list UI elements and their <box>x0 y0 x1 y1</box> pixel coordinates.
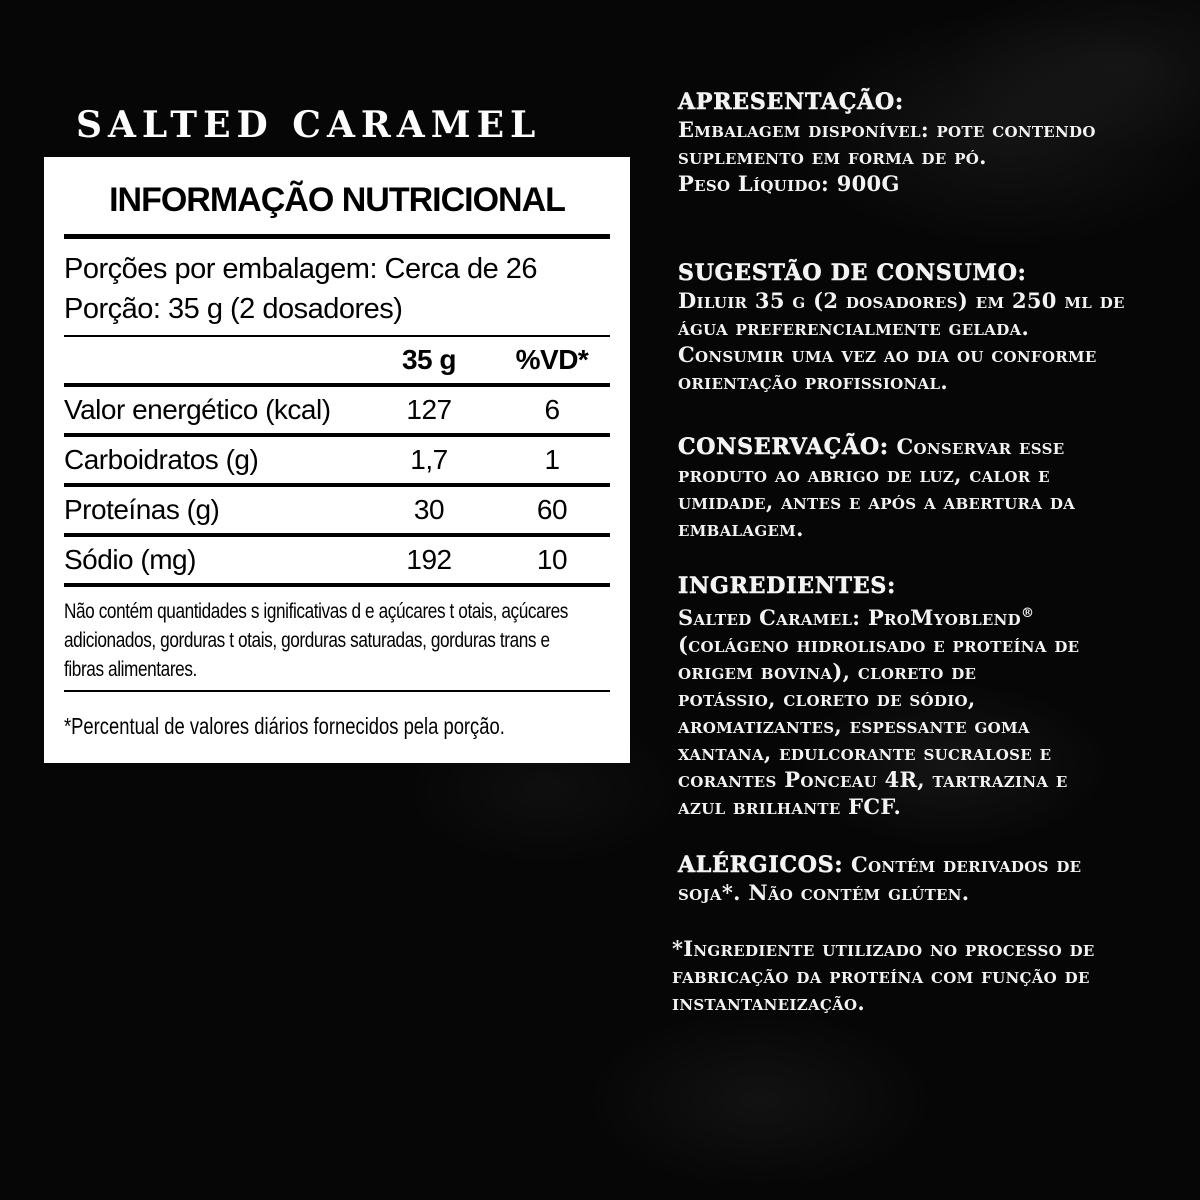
divider-thin <box>64 690 610 692</box>
section-line: xantana, edulcorante sucralose e <box>678 740 1052 765</box>
section-apresentacao <box>678 88 1150 197</box>
section-line-text: Contém derivados de <box>843 852 1082 877</box>
insignificant-amounts-note <box>64 597 610 684</box>
nutrient-label: Carboidratos (g) <box>64 444 259 475</box>
note-line: adicionados, gorduras t otais, gorduras saturadas, gorduras trans e <box>64 628 550 652</box>
section-line: azul brilhante FCF. <box>678 794 902 819</box>
section-line: corantes Ponceau 4R, tartrazina e <box>678 767 1068 792</box>
section-line: Embalagem disponível: pote contendo <box>678 117 1096 142</box>
section-line: Consumir uma vez ao dia ou conforme <box>678 342 1097 367</box>
section-line: potássio, cloreto de sódio, <box>678 686 976 711</box>
section-line: (colágeno hidrolisado e proteína de <box>678 632 1080 657</box>
section-heading: ALÉRGICOS: <box>678 852 844 878</box>
daily-values-footnote: *Percentual de valores diários fornecidos pela porção. <box>64 713 505 739</box>
section-line: instantaneização. <box>672 990 866 1015</box>
nutrient-dv: 60 <box>536 494 568 525</box>
table-row <box>64 437 610 487</box>
section-line-text: Conservar esse <box>888 434 1065 459</box>
section-line: água preferencialmente gelada. <box>678 315 1030 340</box>
nutrient-dv: 1 <box>544 444 560 475</box>
nutrient-amount: 1,7 <box>410 444 448 475</box>
amount-column-header: 35 g <box>401 344 457 375</box>
section-line: fabricação da proteína com função de <box>672 963 1090 988</box>
nutrition-box-title: INFORMAÇÃO NUTRICIONAL <box>109 181 565 219</box>
section-ingredientes <box>678 572 1150 820</box>
section-line: orientação profissional. <box>678 369 948 394</box>
nutrient-amount: 192 <box>406 544 452 575</box>
dv-column-header: %VD* <box>515 344 589 375</box>
nutrition-facts-box <box>44 157 630 763</box>
note-line: fibras alimentares. <box>64 657 197 681</box>
section-heading: SUGESTÃO DE CONSUMO: <box>678 260 1027 286</box>
nutrient-dv: 6 <box>544 394 560 425</box>
section-line: Diluir 35 g (2 dosadores) em 250 ml de <box>678 288 1125 313</box>
section-conservacao <box>678 433 1150 542</box>
section-line: suplemento em forma de pó. <box>678 144 987 169</box>
serving-info <box>64 249 610 329</box>
section-line: umidade, antes e após a abertura da <box>678 489 1076 514</box>
section-line: aromatizantes, espessante goma <box>678 713 1030 738</box>
section-line: produto ao abrigo de luz, calor e <box>678 462 1050 487</box>
registered-trademark: ® <box>1020 606 1035 621</box>
divider-thick <box>64 234 610 239</box>
section-heading: INGREDIENTES: <box>678 573 897 599</box>
note-line: Não contém quantidades s ignificativas d e açúcares t otais, açúcares <box>64 599 568 623</box>
process-footnote <box>672 935 1150 1016</box>
section-line: origem bovina), cloreto de <box>678 659 977 684</box>
serving-size: Porção: 35 g (2 dosadores) <box>64 293 403 325</box>
section-line: Peso Líquido: 900G <box>678 171 900 196</box>
table-row <box>64 387 610 437</box>
nutrient-label: Sódio (mg) <box>64 544 196 575</box>
table-row <box>64 487 610 537</box>
section-line-text: Salted Caramel: ProMyoblend <box>678 605 1021 630</box>
product-info-panel <box>672 88 1150 1016</box>
section-heading: APRESENTAÇÃO: <box>678 89 904 115</box>
nutrient-amount: 30 <box>413 494 445 525</box>
section-line <box>678 851 1150 879</box>
table-row <box>64 537 610 587</box>
nutrient-amount: 127 <box>406 394 452 425</box>
section-line <box>678 600 1150 631</box>
section-heading: CONSERVAÇÃO: <box>678 434 889 460</box>
nutrient-label: Valor energético (kcal) <box>64 394 331 425</box>
section-alergicos <box>678 851 1150 906</box>
section-line <box>678 433 1150 461</box>
nutrient-dv: 10 <box>536 544 568 575</box>
servings-per-package: Porções por embalagem: Cerca de 26 <box>64 253 538 285</box>
section-sugestao-de-consumo <box>678 259 1150 395</box>
section-line: *Ingrediente utilizado no processo de <box>672 936 1095 961</box>
nutrient-label: Proteínas (g) <box>64 494 220 525</box>
section-line: soja*. Não contém glúten. <box>678 880 970 905</box>
section-line: embalagem. <box>678 516 804 541</box>
product-flavor-title: SALTED CARAMEL <box>76 104 542 146</box>
table-header-row <box>64 337 610 383</box>
